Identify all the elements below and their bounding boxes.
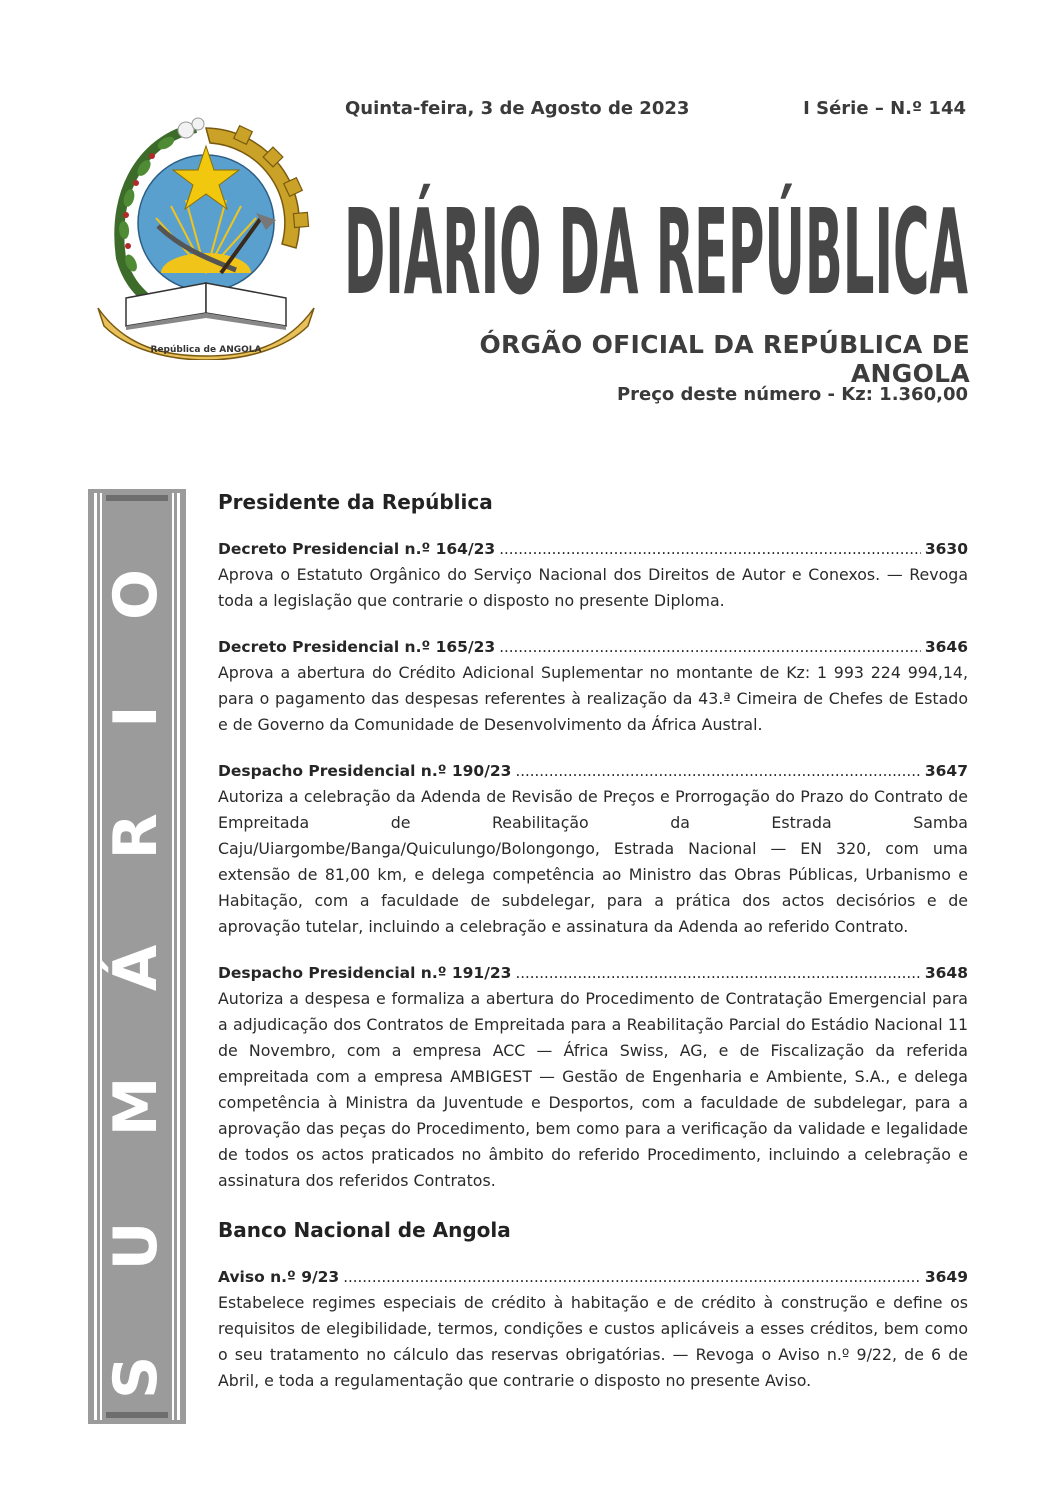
issue-date: Quinta-feira, 3 de Agosto de 2023 <box>345 98 690 119</box>
leader-dots <box>499 536 921 562</box>
leader-dots <box>499 634 921 660</box>
sumario-label: SUMÁRIO <box>101 569 171 1399</box>
masthead-subtitle: ÓRGÃO OFICIAL DA REPÚBLICA DE ANGOLA <box>479 330 970 388</box>
entry-description: Autoriza a despesa e formaliza a abertura do Procedimento de Contratação Emergencial para a adjudicação dos Contratos de Empreitada para a Reabilitação Parcial do Estádio Nacional 11 de Novembro, com a empresa ACC — África Swiss, AG, e de Fiscalização da referida empreitada com a empresa AMBIGEST — Gestão de Engenharia e Ambiente, S.A., e delega competência à Ministra da Juventude e Desportos, com a faculdade de subdelegar, para a aprovação das peças do Procedimento, bem como para a verificação da validade e legalidade de todos os actos praticados no âmbito do referido Procedimento, incluindo a celebração e assinatura dos referidos Contratos. <box>218 989 968 1190</box>
issue-series-number: I Série – N.º 144 <box>803 98 966 119</box>
section-title-presidente: Presidente da República <box>218 490 493 514</box>
entry-page-number: 3630 <box>924 540 968 558</box>
leader-dots <box>515 758 920 784</box>
summary-entry <box>218 960 968 1194</box>
entry-description: Aprova a abertura do Crédito Adicional Suplementar no montante de Kz: 1 993 224 994,14, para o pagamento das despesas referentes à realização da 43.ª Cimeira de Chefes de Estado e de Governo da Comunidade de Desenvolvimento da África Austral. <box>218 663 968 734</box>
summary-entry <box>218 536 968 614</box>
leader-dots <box>515 960 920 986</box>
summary-entry <box>218 758 968 940</box>
entry-reference[interactable]: Decreto Presidencial n.º 165/23 <box>218 638 496 656</box>
entry-page-number: 3648 <box>924 964 968 982</box>
section-title-bna: Banco Nacional de Angola <box>218 1218 511 1242</box>
entry-page-number: 3649 <box>924 1268 968 1286</box>
entry-reference[interactable]: Decreto Presidencial n.º 164/23 <box>218 540 496 558</box>
angola-coat-of-arms-emblem <box>86 98 326 360</box>
entry-description: Aprova o Estatuto Orgânico do Serviço Nacional dos Direitos de Autor e Conexos. — Revoga toda a legislação que contrarie o disposto no presente Diploma. <box>218 565 968 610</box>
issue-price: Preço deste número - Kz: 1.360,00 <box>616 384 968 405</box>
summary-entry <box>218 1264 968 1394</box>
entry-reference[interactable]: Despacho Presidencial n.º 190/23 <box>218 762 512 780</box>
leader-dots <box>343 1264 921 1290</box>
entry-reference[interactable]: Aviso n.º 9/23 <box>218 1268 340 1286</box>
summary-entry <box>218 634 968 738</box>
masthead-title-text: DIÁRIO DA REPÚBLICA <box>344 183 968 305</box>
entry-description: Autoriza a celebração da Adenda de Revisão de Preços e Prorrogação do Prazo do Contrato de Empreitada de Reabilitação da Estrada Samba Caju/Uiargombe/Banga/Quiculungo/Bolongongo, Estrada Nacional — EN 320, com uma extensão de 81,00 km, e delega competência ao Ministro das Obras Públicas, Urbanismo e Habitação, com a faculdade de subdelegar, para a prática dos actos decisórios e de aprovação tutelar, incluindo a celebração e assinatura da Adenda ao referido Contrato. <box>218 787 968 936</box>
summary-content <box>218 486 968 1414</box>
entry-description: Estabelece regimes especiais de crédito à habitação e de crédito à construção e define os requisitos de elegibilidade, termos, condições e custos aplicáveis a esses créditos, bem como o seu tratamento no cálculo das reservas obrigatórias. — Revoga o Aviso n.º 9/22, de 6 de Abril, e toda a regulamentação que contrarie o disposto no presente Aviso. <box>218 1293 968 1390</box>
sumario-sidebar <box>88 489 186 1424</box>
masthead-title <box>344 175 968 305</box>
entry-reference[interactable]: Despacho Presidencial n.º 191/23 <box>218 964 512 982</box>
entry-page-number: 3646 <box>924 638 968 656</box>
book-icon <box>126 283 286 330</box>
ribbon-text: República de ANGOLA <box>150 345 262 355</box>
entry-page-number: 3647 <box>924 762 968 780</box>
